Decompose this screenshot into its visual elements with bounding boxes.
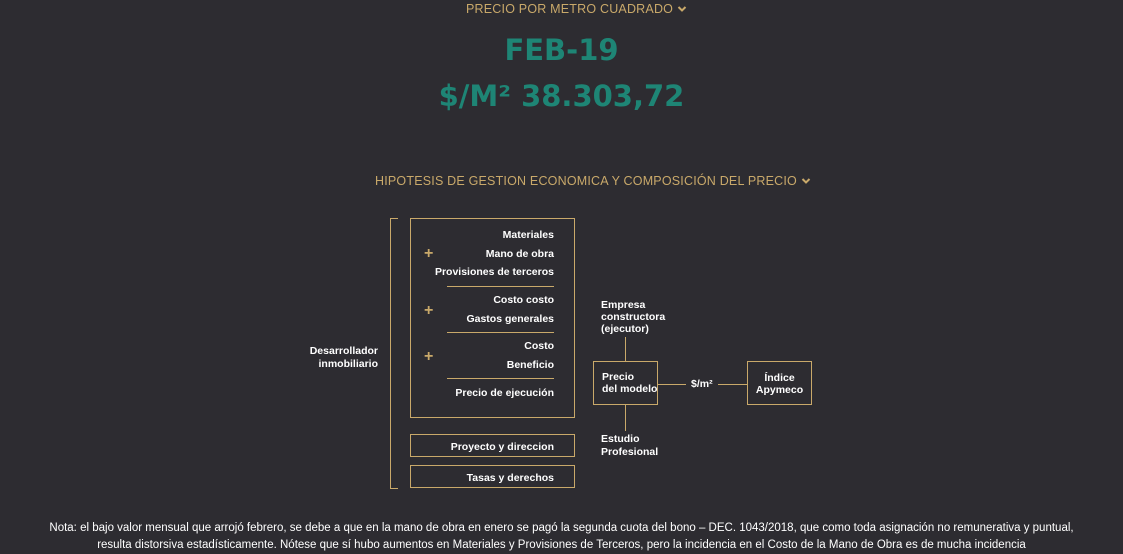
hypothesis-section-label: HIPOTESIS DE GESTION ECONOMICA Y COMPOSICIÓN DEL PRECIO bbox=[375, 174, 797, 188]
price-value: 38.303,72 bbox=[521, 79, 685, 113]
note-text: Nota: el bajo valor mensual que arrojó febrero, se debe a que en la mano de obra en enero se pagó la segunda cuota del bono – DEC. 1043/2018, que como toda asignación no remunerativa y puntual, resulta distorsiva estadísticamente. Nótese que sí hubo aumentos en Materiales y Provisiones de Terceros, pero la incidencia en el Costo de la Mano de Obra es de mucha incidencia bbox=[49, 522, 1074, 551]
plus-icon: + bbox=[424, 302, 434, 319]
price-period: FEB-19 bbox=[504, 33, 619, 67]
connector-line bbox=[718, 384, 747, 385]
precio-ejecucion-label: Precio de ejecución bbox=[455, 387, 554, 399]
separator bbox=[447, 286, 554, 287]
gastos-generales-label: Gastos generales bbox=[466, 313, 554, 325]
price-section-toggle[interactable] bbox=[466, 2, 687, 16]
connector-line bbox=[658, 384, 686, 385]
bracket-bottom bbox=[390, 488, 398, 489]
plus-icon: + bbox=[424, 348, 434, 365]
plus-icon: + bbox=[424, 245, 434, 262]
price-unit: $/M² bbox=[438, 79, 511, 113]
unit-connector-label: $/m² bbox=[691, 378, 713, 390]
costo-costo-label: Costo costo bbox=[493, 294, 554, 306]
separator bbox=[447, 332, 554, 333]
estudio-profesional-label: Estudio Profesional bbox=[601, 433, 659, 458]
mano-de-obra-label: Mano de obra bbox=[485, 248, 554, 260]
provisiones-label: Provisiones de terceros bbox=[434, 266, 554, 278]
chevron-down-icon bbox=[801, 176, 811, 186]
bracket-top bbox=[390, 218, 398, 219]
hypothesis-section-toggle[interactable] bbox=[375, 174, 811, 188]
separator bbox=[447, 378, 554, 379]
indice-apymeco-box: Índice Apymeco bbox=[747, 361, 812, 405]
price-section-label: PRECIO POR METRO CUADRADO bbox=[466, 2, 674, 16]
connector-line bbox=[625, 337, 626, 361]
price-value-line bbox=[0, 79, 1123, 113]
connector-line bbox=[625, 405, 626, 431]
proyecto-direccion-box: Proyecto y direccion bbox=[410, 434, 575, 457]
empresa-constructora-label: Empresa constructora (ejecutor) bbox=[601, 299, 666, 335]
materiales-label: Materiales bbox=[502, 229, 554, 241]
bracket-line bbox=[390, 218, 391, 489]
tasas-derechos-box: Tasas y derechos bbox=[410, 465, 575, 488]
precio-modelo-box: Precio del modelo bbox=[593, 361, 658, 405]
desarrollador-label: Desarrollador inmobiliario bbox=[309, 345, 378, 370]
chevron-down-icon bbox=[677, 4, 687, 14]
costo-label: Costo bbox=[524, 340, 554, 352]
beneficio-label: Beneficio bbox=[506, 359, 554, 371]
